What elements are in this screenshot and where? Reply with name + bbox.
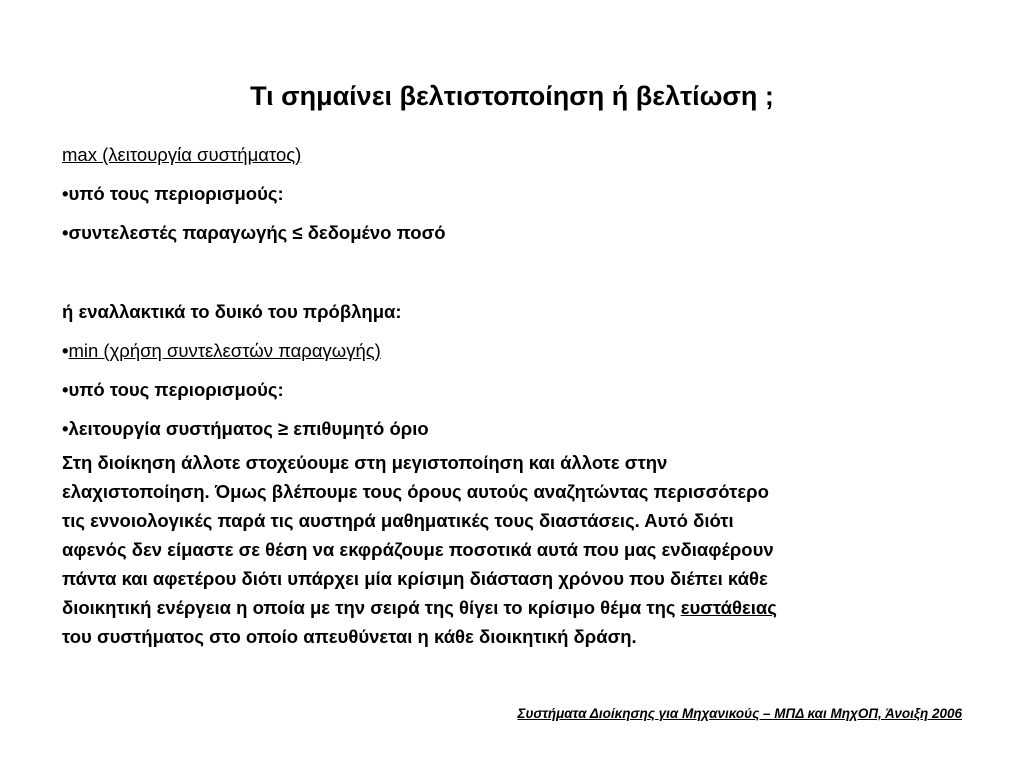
dual-objective: min (χρήση συντελεστών παραγωγής) — [68, 340, 381, 361]
paragraph-line: αφενός δεν είμαστε σε θέση να εκφράζουμε ποσοτικά αυτά που μας ενδιαφέρουν — [62, 539, 774, 560]
slide-footer: Συστήματα Διοίκησης για Μηχανικούς – ΜΠΔ και ΜηχΟΠ, Άνοιξη 2006 — [517, 706, 962, 721]
dual-intro: ή εναλλακτικά το δυικό του πρόβλημα: — [62, 301, 402, 322]
dual-objective-line — [62, 338, 962, 364]
explanation-paragraph — [62, 448, 962, 651]
paragraph-line-6-text: διοικητική ενέργεια η οποία με την σειρά της θίγει το κρίσιμο θέμα της — [62, 597, 681, 618]
bullet-mark: • — [62, 340, 69, 361]
dual-constraint: •λειτουργία συστήματος ≥ επιθυμητό όριο — [62, 418, 429, 439]
paragraph-line: ελαχιστοποίηση. Όμως βλέπουμε τους όρους αυτούς αναζητώντας περισσότερο — [62, 481, 769, 502]
paragraph-line-6 — [62, 593, 962, 622]
primal-objective-line — [62, 142, 962, 168]
primal-constraint: •συντελεστές παραγωγής ≤ δεδομένο ποσό — [62, 222, 446, 243]
primal-subject-to: •υπό τους περιορισμούς: — [62, 183, 284, 204]
primal-objective: max (λειτουργία συστήματος) — [62, 144, 302, 165]
paragraph-line: Στη διοίκηση άλλοτε στοχεύουμε στη μεγιστοποίηση και άλλοτε στην — [62, 452, 668, 473]
paragraph-line: πάντα και αφετέρου διότι υπάρχει μία κρίσιμη διάσταση χρόνου που διέπει κάθε — [62, 568, 768, 589]
dual-subject-to: •υπό τους περιορισμούς: — [62, 379, 284, 400]
paragraph-line-7: του συστήματος στο οποίο απευθύνεται η κάθε διοικητική δράση. — [62, 626, 637, 647]
stability-term: ευστάθειας — [680, 597, 777, 618]
slide-body — [62, 142, 962, 651]
slide-title: Τι σημαίνει βελτιστοποίηση ή βελτίωση ; — [250, 81, 774, 111]
section-gap — [62, 259, 962, 299]
paragraph-line: τις εννοιολογικές παρά τις αυστηρά μαθηματικές τους διαστάσεις. Αυτό διότι — [62, 510, 734, 531]
